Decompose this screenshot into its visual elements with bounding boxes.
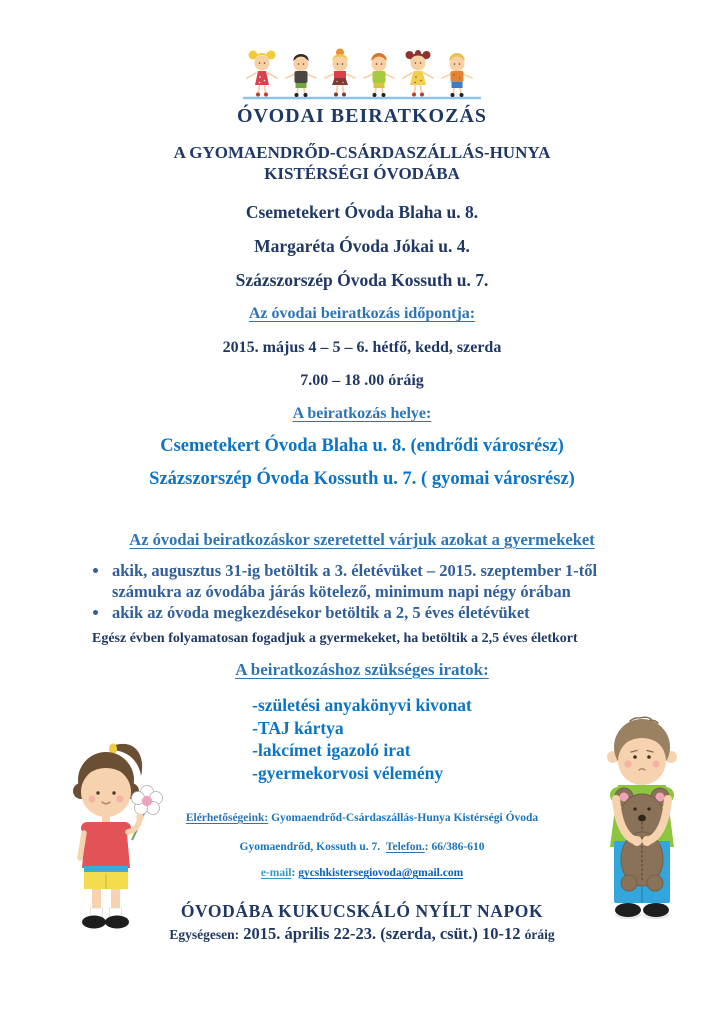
phone-label: Telefon. [385,841,425,853]
page-title: ÓVODAI BEIRATKOZÁS [236,105,488,127]
contact-org: Gyomaendrőd-Csárdaszállás-Hunya Kistérségi Óvoda [271,812,539,824]
document-item: -lakcímet igazoló irat [252,740,411,760]
enrollment-place-heading: A beiratkozás helye: [292,405,432,422]
email-label: e-mail [260,867,292,879]
document-item: -születési anyakönyvi kivonat [252,695,472,715]
enrollment-hours-line: 7.00 – 18 .00 óráig [300,372,424,389]
welcome-bullet-list [86,560,638,623]
subtitle-line1: A GYOMAENDRŐD-CSÁRDASZÁLLÁS-HUNYA [173,143,551,162]
open-days-date: 2015. április 22-23. (szerda, csüt.) 10-12 [239,924,525,943]
kindergarten-line: Csemetekert Óvoda Blaha u. 8. [245,202,479,222]
enrollment-date-line: 2015. május 4 – 5 – 6. hétfő, kedd, szerda [222,339,502,356]
email-colon: : [291,867,299,879]
kindergarten-line: Margaréta Óvoda Jókai u. 4. [254,236,470,256]
contact-label: Elérhetőségeink: [185,812,269,824]
document-item: -gyermekorvosi vélemény [252,762,444,783]
subtitle-line2: KISTÉRSÉGI ÓVODÁBA [264,164,460,183]
contact-address: Gyomaendrőd, Kossuth u. 7. [239,841,381,853]
welcome-note: Egész évben folyamatosan fogadjuk a gyermekeket, ha betöltik a 2,5 éves életkort [92,631,578,646]
enrollment-place-line: Csemetekert Óvoda Blaha u. 8. (endrődi városrész) [160,436,564,456]
open-days-title: ÓVODÁBA KUKUCSKÁLÓ NYÍLT NAPOK [180,901,544,921]
children-holding-hands-clipart [240,44,484,102]
welcome-heading: Az óvodai beiratkozáskor szeretettel várjuk azokat a gyermekeket [129,530,595,549]
documents-heading: A beiratkozáshoz szükséges iratok: [235,660,489,679]
documents-list [252,694,472,784]
boy-with-teddy-clipart [588,705,698,937]
open-days-prefix: Egységesen: [169,927,240,942]
enrollment-place-line: Százszorszép Óvoda Kossuth u. 7. ( gyomai városrész) [149,469,575,489]
welcome-bullet: • akik, augusztus 31-ig betöltik a 3. életévüket – 2015. szeptember 1-től számukra az óvodába járás kötelező, minimum napi négy órában [110,560,638,602]
welcome-bullet: • akik az óvoda megkezdésekor betöltik a 2, 5 éves életévüket [110,602,638,623]
subtitle [0,142,724,184]
girl-with-flower-clipart [50,736,164,932]
enrollment-time-heading: Az óvodai beiratkozás időpontja: [248,305,476,322]
email-link[interactable]: gycshkistersegiovoda@gmail.com [298,867,464,879]
document-item: -TAJ kártya [252,717,344,738]
open-days-suffix: óráig [524,927,555,942]
phone-number: : 66/386-610 [424,841,485,853]
kindergarten-line: Százszorszép Óvoda Kossuth u. 7. [235,270,489,290]
